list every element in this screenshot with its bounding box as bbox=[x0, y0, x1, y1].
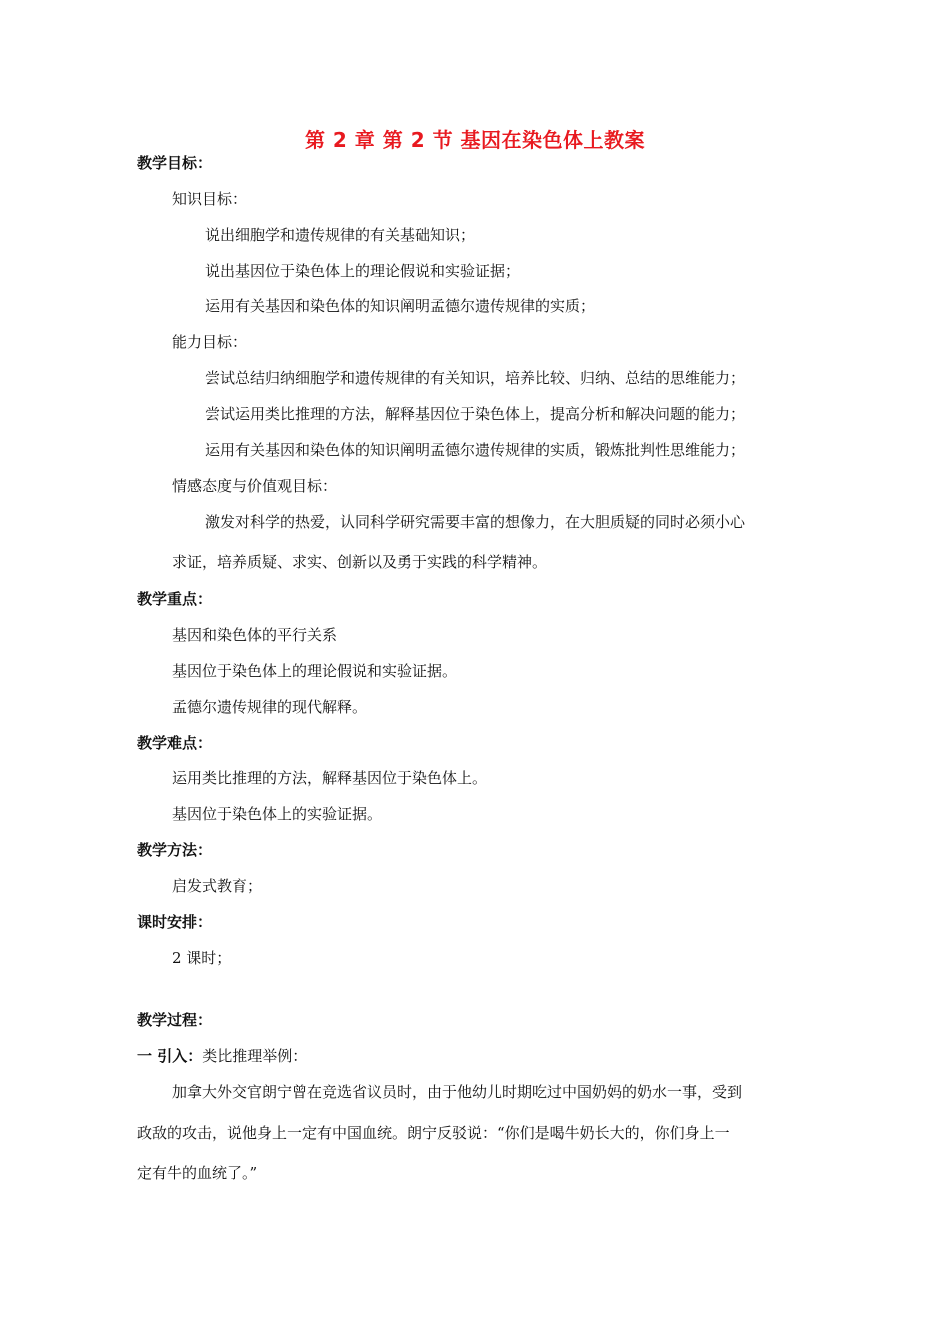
intro-line bbox=[137, 1046, 307, 1066]
knowledge-objective-item: 说出细胞学和遗传规律的有关基础知识； bbox=[205, 226, 476, 244]
difficulty-item: 运用类比推理的方法，解释基因位于染色体上。 bbox=[172, 769, 488, 787]
intro-text: 类比推理举例： bbox=[202, 1047, 308, 1065]
difficulty-item: 基因位于染色体上的实验证据。 bbox=[172, 805, 383, 823]
document-title: 第 2 章 第 2 节 基因在染色体上教案 bbox=[304, 128, 646, 152]
ability-objective-item: 尝试总结归纳细胞学和遗传规律的有关知识，培养比较、归纳、总结的思维能力； bbox=[205, 369, 746, 387]
key-point-item: 孟德尔遗传规律的现代解释。 bbox=[172, 698, 368, 716]
intro-label: 一 引入： bbox=[137, 1047, 203, 1065]
key-point-item: 基因位于染色体上的理论假说和实验证据。 bbox=[172, 662, 458, 680]
intro-paragraph-line: 政敌的攻击，说他身上一定有中国血统。朗宁反驳说：“你们是喝牛奶长大的，你们身上一 bbox=[137, 1124, 730, 1142]
key-points-heading: 教学重点： bbox=[137, 590, 213, 608]
objectives-heading: 教学目标： bbox=[137, 154, 213, 172]
key-point-item: 基因和染色体的平行关系 bbox=[172, 626, 338, 644]
emotion-objective-line: 激发对科学的热爱，认同科学研究需要丰富的想像力，在大胆质疑的同时必须小心 bbox=[205, 513, 746, 531]
schedule-heading: 课时安排： bbox=[137, 913, 213, 931]
schedule-item: 2 课时； bbox=[172, 949, 232, 967]
ability-objective-item: 尝试运用类比推理的方法，解释基因位于染色体上，提高分析和解决问题的能力； bbox=[205, 405, 746, 423]
process-heading: 教学过程： bbox=[137, 1011, 213, 1029]
emotion-objectives-label: 情感态度与价值观目标： bbox=[172, 477, 338, 495]
emotion-objective-line: 求证，培养质疑、求实、创新以及勇于实践的科学精神。 bbox=[172, 553, 548, 571]
intro-paragraph-line: 加拿大外交官朗宁曾在竞选省议员时，由于他幼儿时期吃过中国奶妈的奶水一事，受到 bbox=[172, 1083, 743, 1101]
knowledge-objective-item: 说出基因位于染色体上的理论假说和实验证据； bbox=[205, 262, 521, 280]
knowledge-objectives-label: 知识目标： bbox=[172, 190, 248, 208]
difficulties-heading: 教学难点： bbox=[137, 734, 213, 752]
method-item: 启发式教育； bbox=[172, 877, 263, 895]
methods-heading: 教学方法： bbox=[137, 841, 213, 859]
ability-objectives-label: 能力目标： bbox=[172, 333, 248, 351]
intro-paragraph-line: 定有牛的血统了。” bbox=[137, 1164, 258, 1182]
ability-objective-item: 运用有关基因和染色体的知识阐明孟德尔遗传规律的实质，锻炼批判性思维能力； bbox=[205, 441, 746, 459]
knowledge-objective-item: 运用有关基因和染色体的知识阐明孟德尔遗传规律的实质； bbox=[205, 297, 596, 315]
